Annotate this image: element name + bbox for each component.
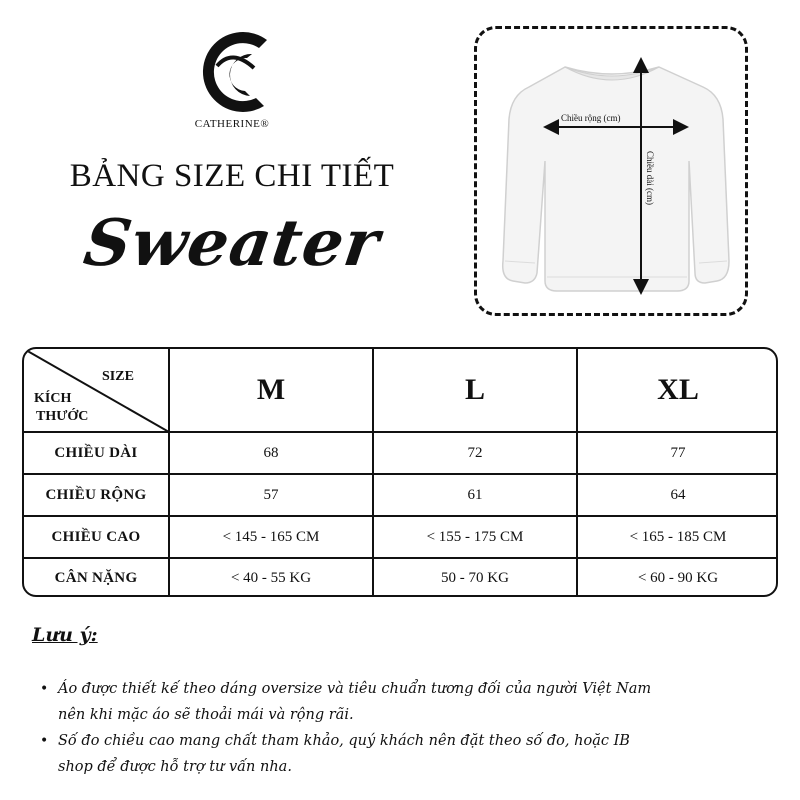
- brand-logo: [182, 18, 282, 138]
- size-header-xl: XL: [657, 373, 699, 406]
- table-cell: < 155 - 175 CM: [426, 528, 524, 545]
- table-cell: < 145 - 165 CM: [222, 528, 320, 545]
- table-cell: 64: [670, 486, 686, 503]
- table-cell: < 60 - 90 KG: [637, 569, 719, 586]
- list-item: [40, 676, 780, 728]
- corner-thuoc-label: THƯỚC: [36, 409, 89, 424]
- row-label-can-nang: CÂN NẶNG: [54, 569, 138, 586]
- note-text: nên khi mặc áo sẽ thoải mái và rộng rãi.: [58, 707, 354, 723]
- corner-size-label: SIZE: [102, 369, 134, 384]
- note-text: Áo được thiết kế theo dáng oversize và tiêu chuẩn tương đối của người Việt Nam: [58, 681, 652, 697]
- table-cell: 57: [263, 486, 279, 503]
- length-label: Chiều dài (cm): [645, 151, 655, 205]
- table-cell: < 40 - 55 KG: [230, 569, 312, 586]
- table-cell: 50 - 70 KG: [441, 569, 509, 586]
- registered-mark: ®: [260, 118, 270, 130]
- page-title: BẢNG SIZE CHI TIẾT: [69, 158, 395, 194]
- bullet-icon: •: [40, 733, 49, 749]
- list-item: [40, 728, 780, 780]
- row-label-chieu-dai: CHIỀU DÀI: [54, 444, 138, 461]
- sweater-icon: [477, 29, 751, 319]
- table-cell: 72: [467, 444, 483, 461]
- note-text: shop để được hỗ trợ tư vấn nha.: [58, 759, 292, 775]
- notes-list: [40, 676, 780, 780]
- note-title: Lưu ý:: [32, 624, 98, 646]
- table-cell: 68: [263, 444, 279, 461]
- product-title: Sweater: [79, 206, 385, 281]
- size-header-l: L: [464, 373, 485, 406]
- row-label-chieu-rong: CHIỀU RỘNG: [45, 486, 147, 503]
- table-cell: < 165 - 185 CM: [629, 528, 727, 545]
- brand-name: CATHERINE: [194, 118, 261, 130]
- table-cell: 77: [670, 444, 686, 461]
- row-label-chieu-cao: CHIỀU CAO: [51, 528, 141, 545]
- garment-diagram: [474, 26, 748, 316]
- corner-kich-label: KÍCH: [34, 391, 72, 406]
- catherine-c-logo-icon: [182, 18, 282, 118]
- width-label: Chiều rộng (cm): [561, 113, 621, 123]
- table-cell: 61: [467, 486, 483, 503]
- size-table: [22, 347, 778, 597]
- note-text: Số đo chiều cao mang chất tham khảo, quý khách nên đặt theo số đo, hoặc IB: [58, 733, 630, 749]
- size-header-m: M: [256, 373, 286, 406]
- bullet-icon: •: [40, 681, 49, 697]
